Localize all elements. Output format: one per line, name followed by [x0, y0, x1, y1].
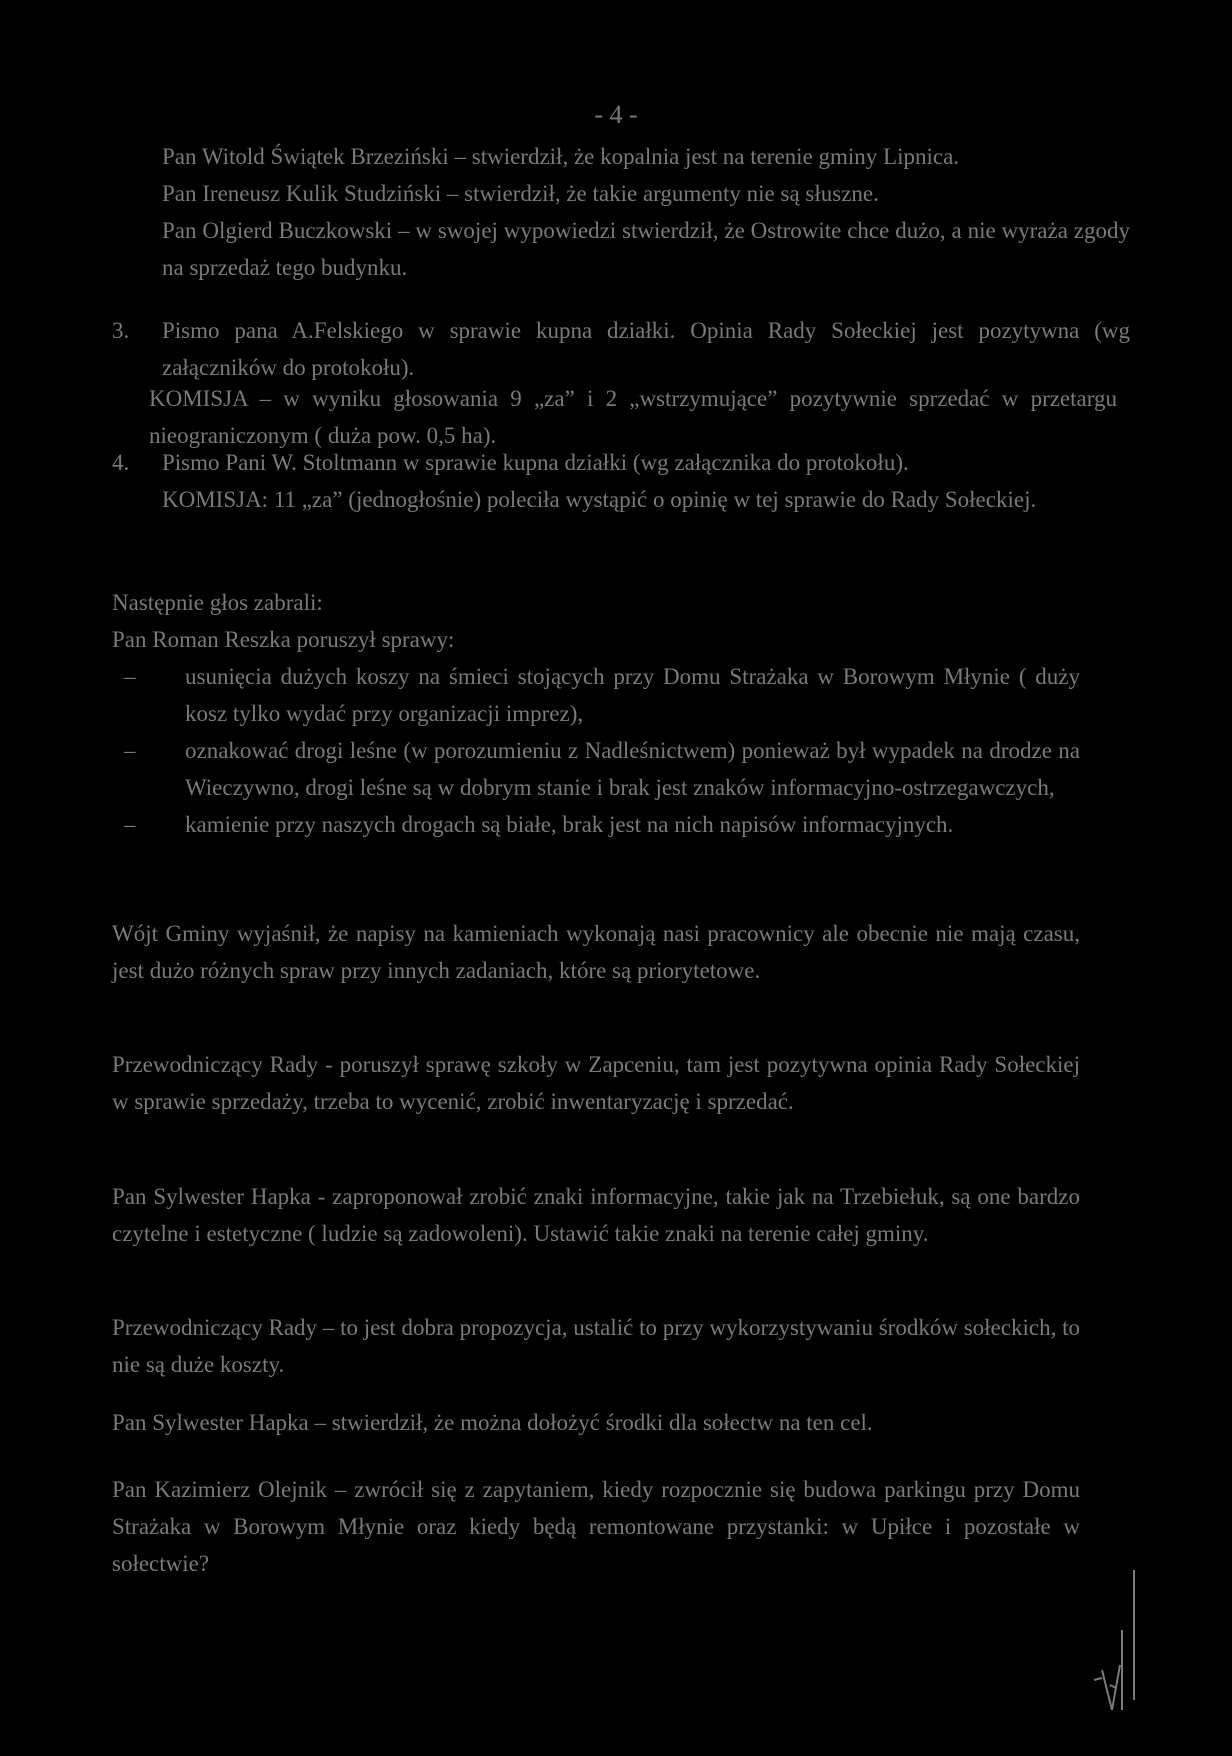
- statement-kulik: Pan Ireneusz Kulik Studziński – stwierdził, że takie argumenty nie są słuszne.: [162, 181, 879, 206]
- reszka-intro: Pan Roman Reszka poruszył sprawy:: [112, 627, 455, 652]
- paragraph-hapka-2: Pan Sylwester Hapka – stwierdził, że można dołożyć środki dla sołectw na ten cel.: [112, 1410, 873, 1435]
- agenda-point-4: [112, 444, 1130, 518]
- intro-next: Następnie głos zabrali:: [112, 590, 323, 615]
- paragraph-hapka-1: Pan Sylwester Hapka - zaproponował zrobić znaki informacyjne, takie jak na Trzebiełuk, są one bardzo czytelne i estetyczne ( ludzie są zadowoleni). Ustawić takie znaki na terenie całej gminy.: [112, 1184, 1080, 1246]
- point-3-number: 3.: [112, 318, 130, 343]
- reszka-item-2: – oznakować drogi leśne (w porozumieniu z Nadleśnictwem) ponieważ był wypadek na drodze na Wieczywno, drogi leśne są w dobrym stanie i brak jest znaków informacyjno-ostrzegawczych,: [124, 738, 1080, 800]
- statement-buczkowski: Pan Olgierd Buczkowski – w swojej wypowiedzi stwierdził, że Ostrowite chce dużo, a nie wyraża zgody na sprzedaż tego budynku.: [162, 218, 1130, 280]
- next-speakers: [112, 584, 1080, 843]
- point-4-text: 4. Pismo Pani W. Stoltmann w sprawie kupna działki (wg załącznika do protokołu).: [162, 444, 1130, 481]
- reszka-item-1: – usunięcia dużych koszy na śmieci stojących przy Domu Strażaka w Borowym Młynie ( duży kosz tylko wydać przy organizacji imprez),: [124, 664, 1080, 726]
- statement-swiatek: Pan Witold Świątek Brzeziński – stwierdził, że kopalnia jest na terenie gminy Lipnica.: [162, 144, 960, 169]
- point-4-commission: KOMISJA: 11 „za” (jednogłośnie) poleciła wystąpić o opinię w tej sprawie do Rady Sołeckiej.: [162, 487, 1037, 512]
- page-number: - 4 -: [594, 100, 638, 129]
- agenda-point-3: [112, 312, 1130, 386]
- paragraph-wojt: Wójt Gminy wyjaśnił, że napisy na kamieniach wykonają nasi pracownicy ale obecnie nie mają czasu, jest dużo różnych spraw przy innych zadaniach, które są priorytetowe.: [112, 921, 1080, 983]
- point-4-number: 4.: [112, 450, 130, 475]
- signature-mark: [1072, 1560, 1152, 1710]
- paragraph-olejnik: Pan Kazimierz Olejnik – zwrócił się z zapytaniem, kiedy rozpocznie się budowa parkingu przy Domu Strażaka w Borowym Młynie oraz kiedy będą remontowane przystanki: w Upiłce i pozostałe w sołectwie?: [112, 1477, 1080, 1576]
- point-3-text: 3. Pismo pana A.Felskiego w sprawie kupna działki. Opinia Rady Sołeckiej jest pozytywna (wg załączników do protokołu).: [162, 312, 1130, 386]
- point-3-commission: [112, 380, 1117, 454]
- paragraph-przewodniczacy-1: Przewodniczący Rady - poruszył sprawę szkoły w Zapceniu, tam jest pozytywna opinia Rady Sołeckiej w sprawie sprzedaży, trzeba to wycenić, zrobić inwentaryzację i sprzedać.: [112, 1052, 1080, 1114]
- paragraph-przewodniczacy-2: Przewodniczący Rady – to jest dobra propozycja, ustalić to przy wykorzystywaniu środków sołeckich, to nie są duże koszty.: [112, 1315, 1080, 1377]
- reszka-item-3: – kamienie przy naszych drogach są białe, brak jest na nich napisów informacyjnych.: [124, 812, 954, 837]
- point-3-commission-text: KOMISJA – w wyniku głosowania 9 „za” i 2 „wstrzymujące” pozytywnie sprzedać w przetargu nieograniczonym ( duża pow. 0,5 ha).: [149, 386, 1117, 448]
- statements-top: [112, 138, 1130, 286]
